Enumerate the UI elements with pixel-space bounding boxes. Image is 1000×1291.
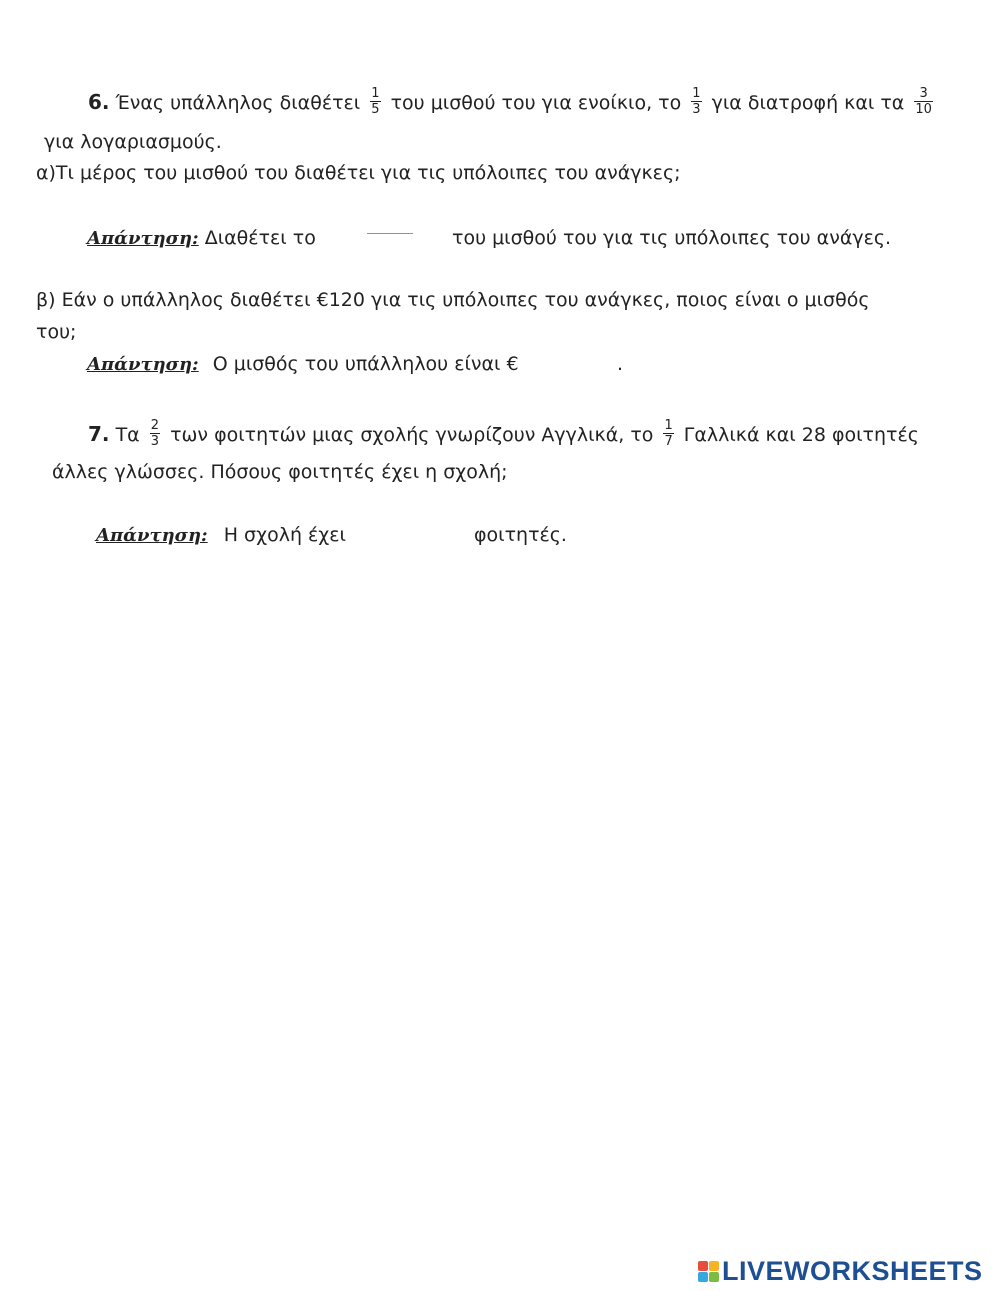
q6-text-b: του μισθού του για ενοίκιο, το: [390, 92, 682, 114]
q7-answer-field[interactable]: [362, 521, 470, 549]
q7-text-a: Τα: [115, 424, 140, 446]
q7-line2: άλλες γλώσσες. Πόσους φοιτητές έχει η σχολή;: [52, 461, 508, 483]
q7-text-b: των φοιτητών μιας σχολής γνωρίζουν Αγγλικά, το: [170, 424, 654, 446]
answer-text-before: Ο μισθός του υπάλληλου είναι €: [212, 353, 519, 375]
q6-line1: [88, 88, 937, 119]
q6-answer-b-field[interactable]: [540, 350, 616, 378]
q6-number: 6.: [88, 90, 110, 114]
q6-answer-b-after: .: [617, 353, 624, 375]
q6-answer-a: [87, 226, 316, 251]
q7-fraction-1: $\frac{2}{3}$: [150, 418, 160, 449]
q6-part-b-line2: του;: [36, 321, 77, 343]
q6-part-b-line1: β) Εάν ο υπάλληλος διαθέτει €120 για τις υπόλοιπες του ανάγκες, ποιος είναι ο μισθός: [36, 289, 870, 311]
answer-label: Απάντηση:: [96, 525, 208, 546]
q6-answer-a-numerator-field[interactable]: [362, 214, 422, 234]
q6-part-a: α)Τι μέρος του μισθού του διαθέτει για τις υπόλοιπες του ανάγκες;: [36, 162, 681, 184]
q6-text-c: για διατροφή και τα: [711, 92, 905, 114]
liveworksheets-logo-icon: [698, 1261, 719, 1282]
answer-label: Απάντηση:: [87, 228, 199, 249]
answer-text-before: Διαθέτει το: [204, 227, 316, 249]
q6-fraction-1: $\frac{1}{5}$: [371, 86, 380, 117]
q6-fraction-2: $\frac{1}{3}$: [692, 86, 701, 117]
answer-text-before: Η σχολή έχει: [223, 524, 346, 546]
q7-answer-after: φοιτητές.: [474, 524, 567, 546]
q7-line1: [88, 420, 919, 451]
q6-answer-a-after: του μισθού του για τις υπόλοιπες του ανάγες.: [452, 227, 892, 249]
q7-fraction-2: $\frac{1}{7}$: [664, 418, 673, 449]
q6-text-a: Ένας υπάλληλος διαθέτει: [115, 92, 361, 114]
liveworksheets-logo: [698, 1256, 983, 1286]
q7-number: 7.: [88, 422, 110, 446]
fraction-bar: [367, 233, 413, 234]
q6-answer-a-denominator-field[interactable]: [362, 236, 422, 256]
q6-fraction-3: $\frac{3}{10}$: [915, 86, 932, 117]
q7-text-c: Γαλλικά και 28 φοιτητές: [683, 424, 919, 446]
logo-text: LIVEWORKSHEETS: [722, 1255, 983, 1286]
q6-answer-b: [87, 352, 519, 377]
answer-label: Απάντηση:: [87, 354, 199, 375]
q7-answer: [96, 523, 346, 548]
q6-line2: για λογαριασμούς.: [44, 131, 222, 153]
